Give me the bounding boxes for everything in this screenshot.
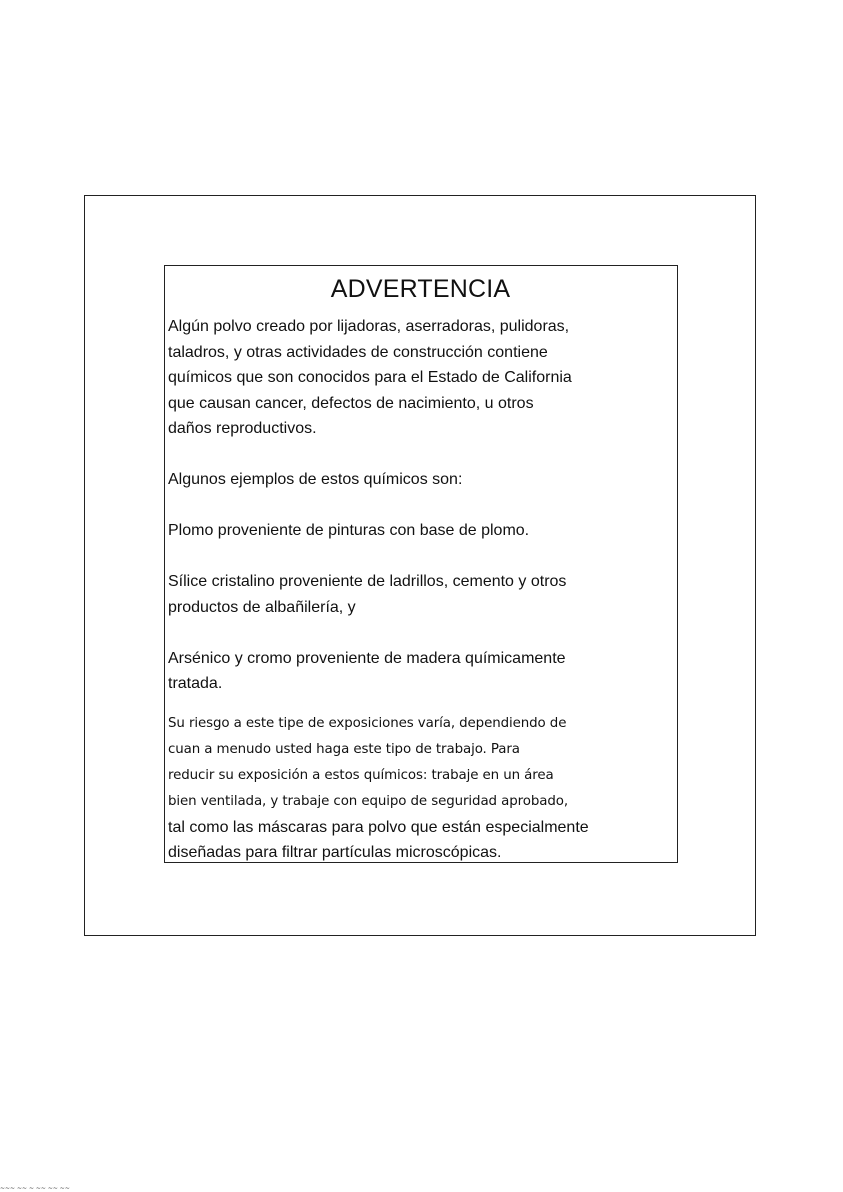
- spacer: [168, 620, 673, 646]
- text-line: taladros, y otras actividades de construcción contiene: [168, 343, 548, 361]
- text-line: daños reproductivos.: [168, 420, 317, 437]
- footer-text: ~~~ ~~ ~ ~~ ~~ ~~: [0, 1185, 70, 1192]
- warning-paragraph-arsenic: [168, 646, 673, 697]
- text-line: Plomo proveniente de pinturas con base de plomo.: [168, 522, 530, 539]
- text-line: que causan cancer, defectos de nacimiento, u otros: [168, 394, 534, 412]
- warning-paragraph-examples: [168, 467, 673, 493]
- text-line: reducir su exposición a estos químicos: trabaje en un área: [168, 767, 554, 783]
- text-line: Algún polvo creado por lijadoras, aserradoras, pulidoras,: [168, 318, 570, 335]
- warning-title: ADVERTENCIA: [330, 275, 511, 303]
- warning-paragraph-risk: [168, 711, 673, 866]
- text-line: diseñadas para filtrar partículas microscópicas.: [168, 844, 502, 861]
- warning-box: [164, 265, 678, 863]
- spacer: [168, 697, 673, 711]
- text-line: tratada.: [168, 675, 223, 692]
- text-line: Algunos ejemplos de estos químicos son:: [168, 471, 463, 488]
- text-line: químicos que son conocidos para el Estado de California: [168, 369, 572, 386]
- text-line: bien ventilada, y trabaje con equipo de seguridad aprobado,: [168, 793, 568, 809]
- text-line: productos de albañilería, y: [168, 598, 356, 616]
- text-line: Su riesgo a este tipe de exposiciones varía, dependiendo de: [168, 715, 567, 731]
- spacer: [168, 493, 673, 519]
- warning-paragraph-intro: [168, 314, 673, 442]
- warning-paragraph-lead: [168, 518, 673, 544]
- text-line: tal como las máscaras para polvo que están especialmente: [168, 818, 589, 836]
- text-line: cuan a menudo usted haga este tipo de trabajo. Para: [168, 741, 520, 757]
- warning-paragraph-silica: [168, 569, 673, 620]
- spacer: [168, 442, 673, 468]
- text-line: Arsénico y cromo proveniente de madera químicamente: [168, 649, 566, 667]
- spacer: [168, 544, 673, 570]
- text-line: Sílice cristalino proveniente de ladrillos, cemento y otros: [168, 573, 567, 590]
